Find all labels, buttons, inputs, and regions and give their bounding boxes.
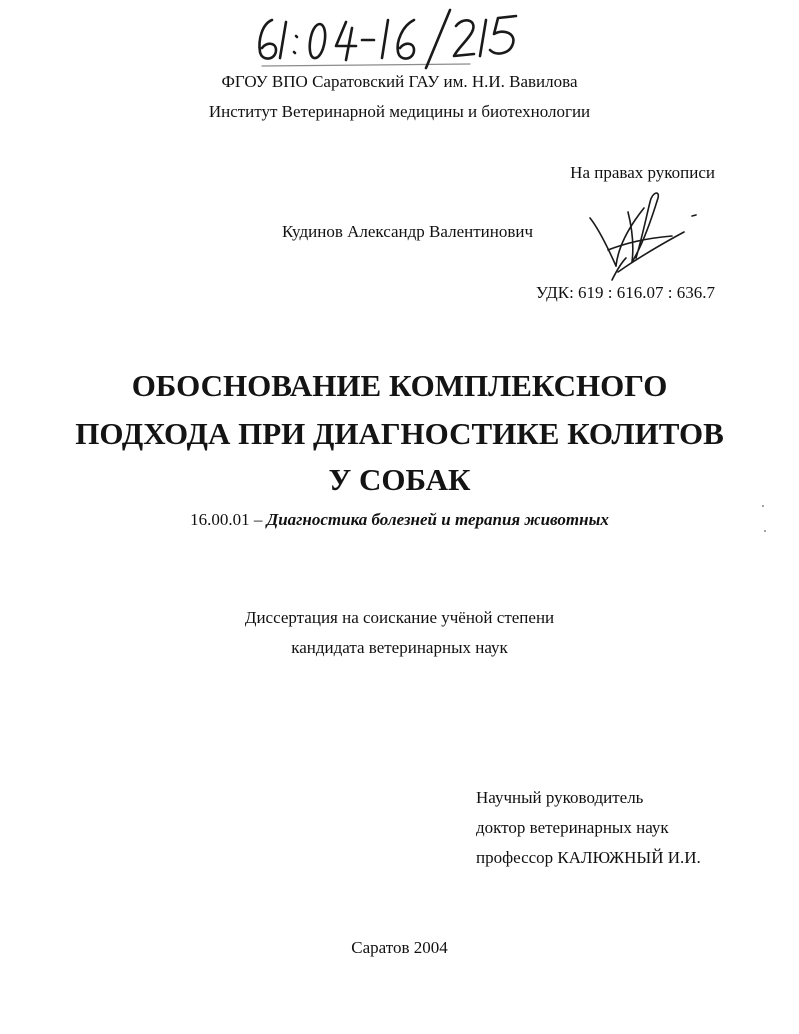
scan-speck <box>764 530 766 532</box>
city-year: Саратов 2004 <box>351 938 448 957</box>
degree-line-2: кандидата ветеринарных наук <box>291 638 508 657</box>
institution-line-1: ФГОУ ВПО Саратовский ГАУ им. Н.И. Вавилова <box>221 72 578 91</box>
supervisor-role: Научный руководитель <box>476 788 644 807</box>
udk-code: УДК: 619 : 616.07 : 636.7 <box>535 283 715 302</box>
author-name: Кудинов Александр Валентинович <box>282 222 534 241</box>
manuscript-note: На правах рукописи <box>570 163 715 182</box>
specialty <box>0 510 799 530</box>
title-line-3: У СОБАК <box>328 462 471 497</box>
supervisor-degree: доктор ветеринарных наук <box>476 818 669 837</box>
supervisor-name: профессор КАЛЮЖНЫЙ И.И. <box>476 848 701 867</box>
handwritten-archive-mark <box>250 6 540 70</box>
specialty-code: 16.00.01 – <box>190 510 263 529</box>
title-line-2: ПОДХОДА ПРИ ДИАГНОСТИКЕ КОЛИТОВ <box>75 416 724 451</box>
specialty-name: Диагностика болезней и терапия животных <box>266 510 609 529</box>
institution-line-2: Институт Ветеринарной медицины и биотехнологии <box>208 102 591 121</box>
title-line-1: ОБОСНОВАНИЕ КОМПЛЕКСНОГО <box>131 368 668 403</box>
author-signature <box>588 188 700 290</box>
scan-speck <box>762 505 764 507</box>
degree-line-1: Диссертация на соискание учёной степени <box>244 608 555 627</box>
